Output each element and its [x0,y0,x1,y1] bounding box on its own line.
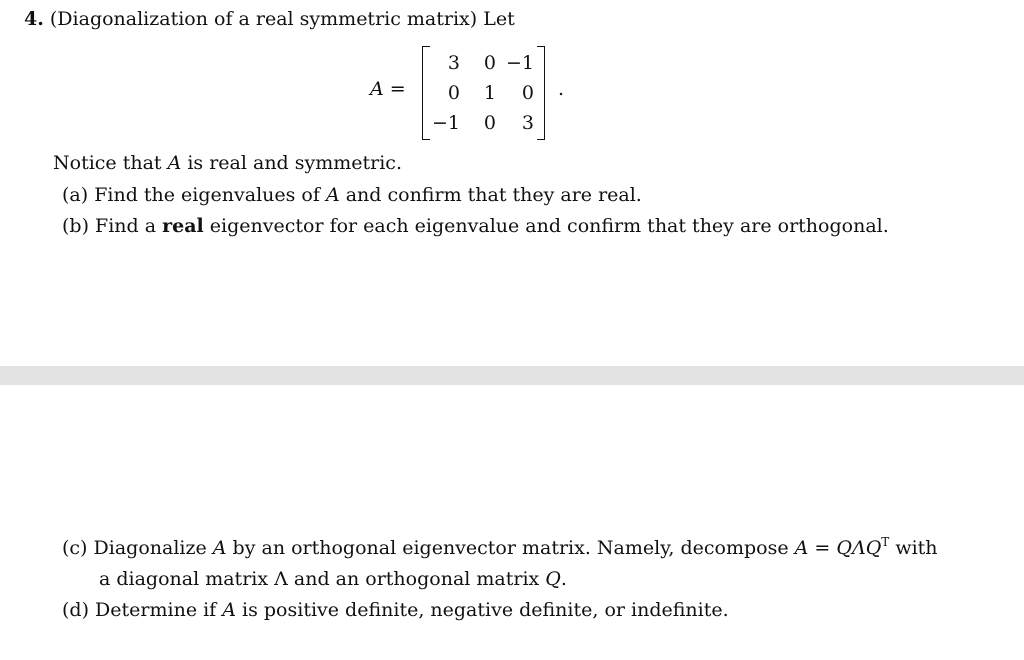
part-c-transpose: T [881,535,890,549]
part-c-mid: by an orthogonal eigenvector matrix. Namely, decompose [226,537,795,559]
part-a-label: (a) [62,184,89,206]
part-b [62,214,889,238]
notice-after: is real and symmetric. [181,152,402,174]
part-c-line2-before: a diagonal matrix [99,568,275,590]
part-d-after: is positive definite, negative definite, or indefinite. [235,599,729,621]
part-c-line2-after: . [560,568,567,590]
part-a-after: and confirm that they are real. [339,184,642,206]
page-separator [0,366,1024,385]
part-c-eq-sign: = [808,537,837,559]
part-c-line2-mid: and an orthogonal matrix [287,568,546,590]
page-bottom [0,385,1024,660]
matrix-cell: 1 [483,82,496,104]
part-a-var: A [325,184,340,206]
part-d [62,598,729,622]
matrix-label: A = [370,78,406,100]
part-c-q: Q [545,568,561,590]
part-a [62,183,642,207]
part-c-eq-rhs: QΛQ [836,537,882,559]
matrix-grid [428,48,540,138]
part-a-before: Find the eigenvalues of [94,184,326,206]
notice-text [53,151,402,175]
matrix-cell: 0 [483,52,496,74]
part-d-before: Determine if [95,599,223,621]
problem-number: 4. [24,8,44,30]
notice-var: A [167,152,182,174]
problem-heading [24,7,515,31]
notice-before: Notice that [53,152,168,174]
part-c-after: with [889,537,938,559]
part-b-before: Find a [95,215,163,237]
part-b-bold: real [162,215,204,237]
problem-title: (Diagonalization of a real symmetric matrix) Let [49,8,515,30]
part-c-before: Diagonalize [93,537,213,559]
part-b-label: (b) [62,215,89,237]
matrix-period: . [558,78,565,100]
part-d-var: A [222,599,236,621]
matrix-cell: 0 [447,82,460,104]
part-c-lambda: Λ [274,568,288,590]
matrix-cell: −1 [505,52,534,74]
part-c-eq-lhs: A [794,537,809,559]
matrix-cell: 3 [447,52,460,74]
part-c-line1 [62,536,938,560]
part-c-var: A [212,537,227,559]
matrix-cell: 3 [521,112,534,134]
matrix-cell: 0 [521,82,534,104]
matrix-cell: 0 [483,112,496,134]
part-c-label: (c) [62,537,88,559]
matrix-right-bracket [537,46,545,140]
part-c-line2 [99,567,567,591]
part-d-label: (d) [62,599,89,621]
matrix-cell: −1 [431,112,460,134]
part-b-after: eigenvector for each eigenvalue and confirm that they are orthogonal. [203,215,889,237]
